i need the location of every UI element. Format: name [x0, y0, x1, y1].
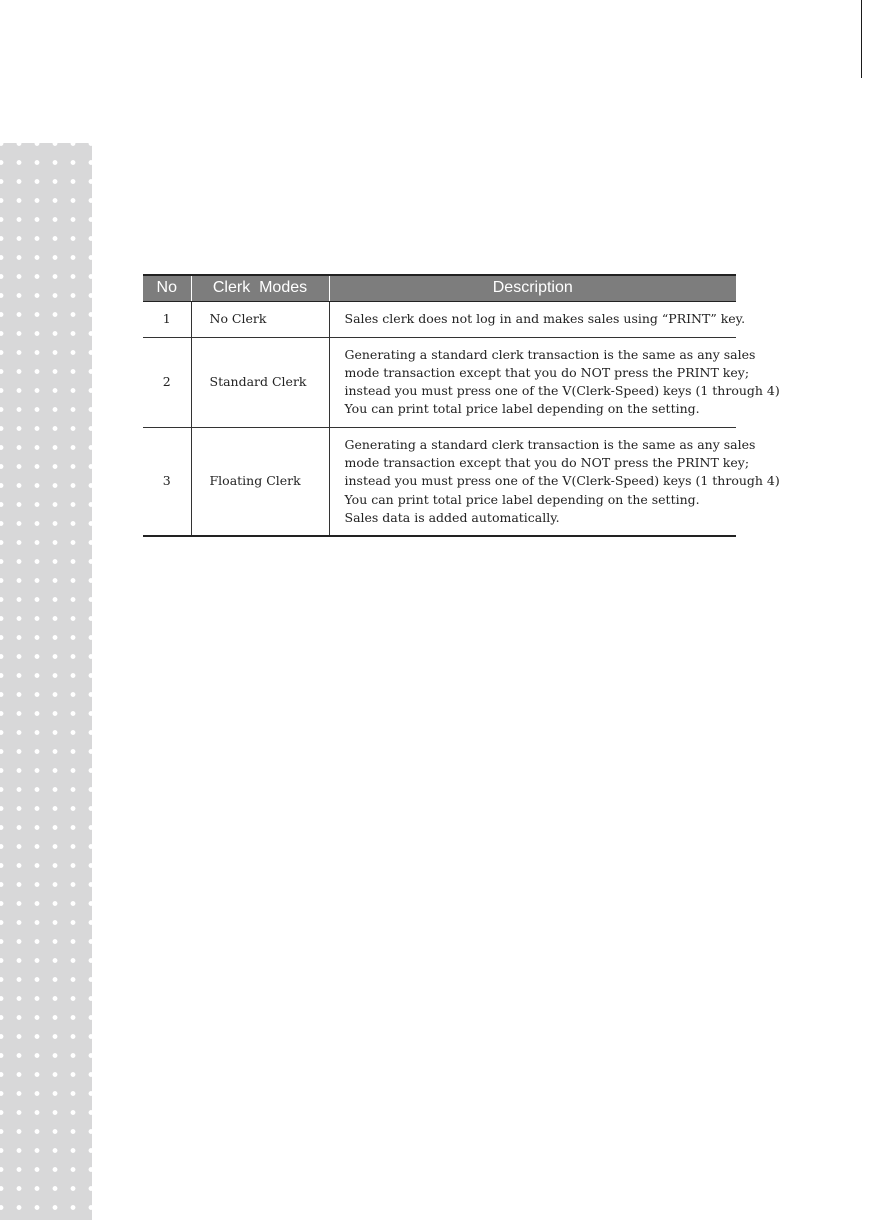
row-number: 3 — [143, 427, 191, 536]
mode-description — [329, 337, 780, 427]
description-line: You can print total price label depending on the setting. — [344, 491, 700, 507]
description-line: mode transaction except that you do NOT press the PRINT key; — [344, 454, 750, 470]
crop-mark — [861, 0, 862, 78]
clerk-mode: No Clerk — [191, 301, 329, 337]
mode-description — [329, 301, 746, 337]
description-line: Generating a standard clerk transaction is the same as any sales — [344, 346, 756, 362]
clerk-mode: Standard Clerk — [191, 337, 329, 427]
description-line: Sales data is added automatically. — [344, 509, 560, 525]
clerk-modes-table — [143, 274, 780, 537]
header-row — [143, 275, 736, 301]
table-header — [143, 275, 736, 301]
row-number: 1 — [143, 301, 191, 337]
clerk-mode: Floating Clerk — [191, 427, 329, 536]
table-row — [143, 301, 736, 337]
table-row — [143, 427, 736, 536]
header-description: Description — [329, 275, 736, 301]
row-number: 2 — [143, 337, 191, 427]
table-row — [143, 337, 736, 427]
header-no: No — [143, 275, 191, 301]
description-line: instead you must press one of the V(Clerk-Speed) keys (1 through 4) — [344, 473, 780, 489]
mode-description — [329, 427, 780, 536]
table-body — [143, 301, 780, 536]
description-line: Generating a standard clerk transaction is the same as any sales — [344, 436, 756, 452]
description-line: instead you must press one of the V(Clerk-Speed) keys (1 through 4) — [344, 383, 780, 399]
header-clerk-modes: Clerk Modes — [191, 275, 329, 301]
dotted-side-band — [0, 143, 92, 1220]
clerk-modes-table-container — [143, 274, 780, 537]
description-line: You can print total price label depending on the setting. — [344, 401, 700, 417]
description-line: mode transaction except that you do NOT press the PRINT key; — [344, 364, 750, 380]
description-line: Sales clerk does not log in and makes sales using “PRINT” key. — [344, 310, 746, 326]
